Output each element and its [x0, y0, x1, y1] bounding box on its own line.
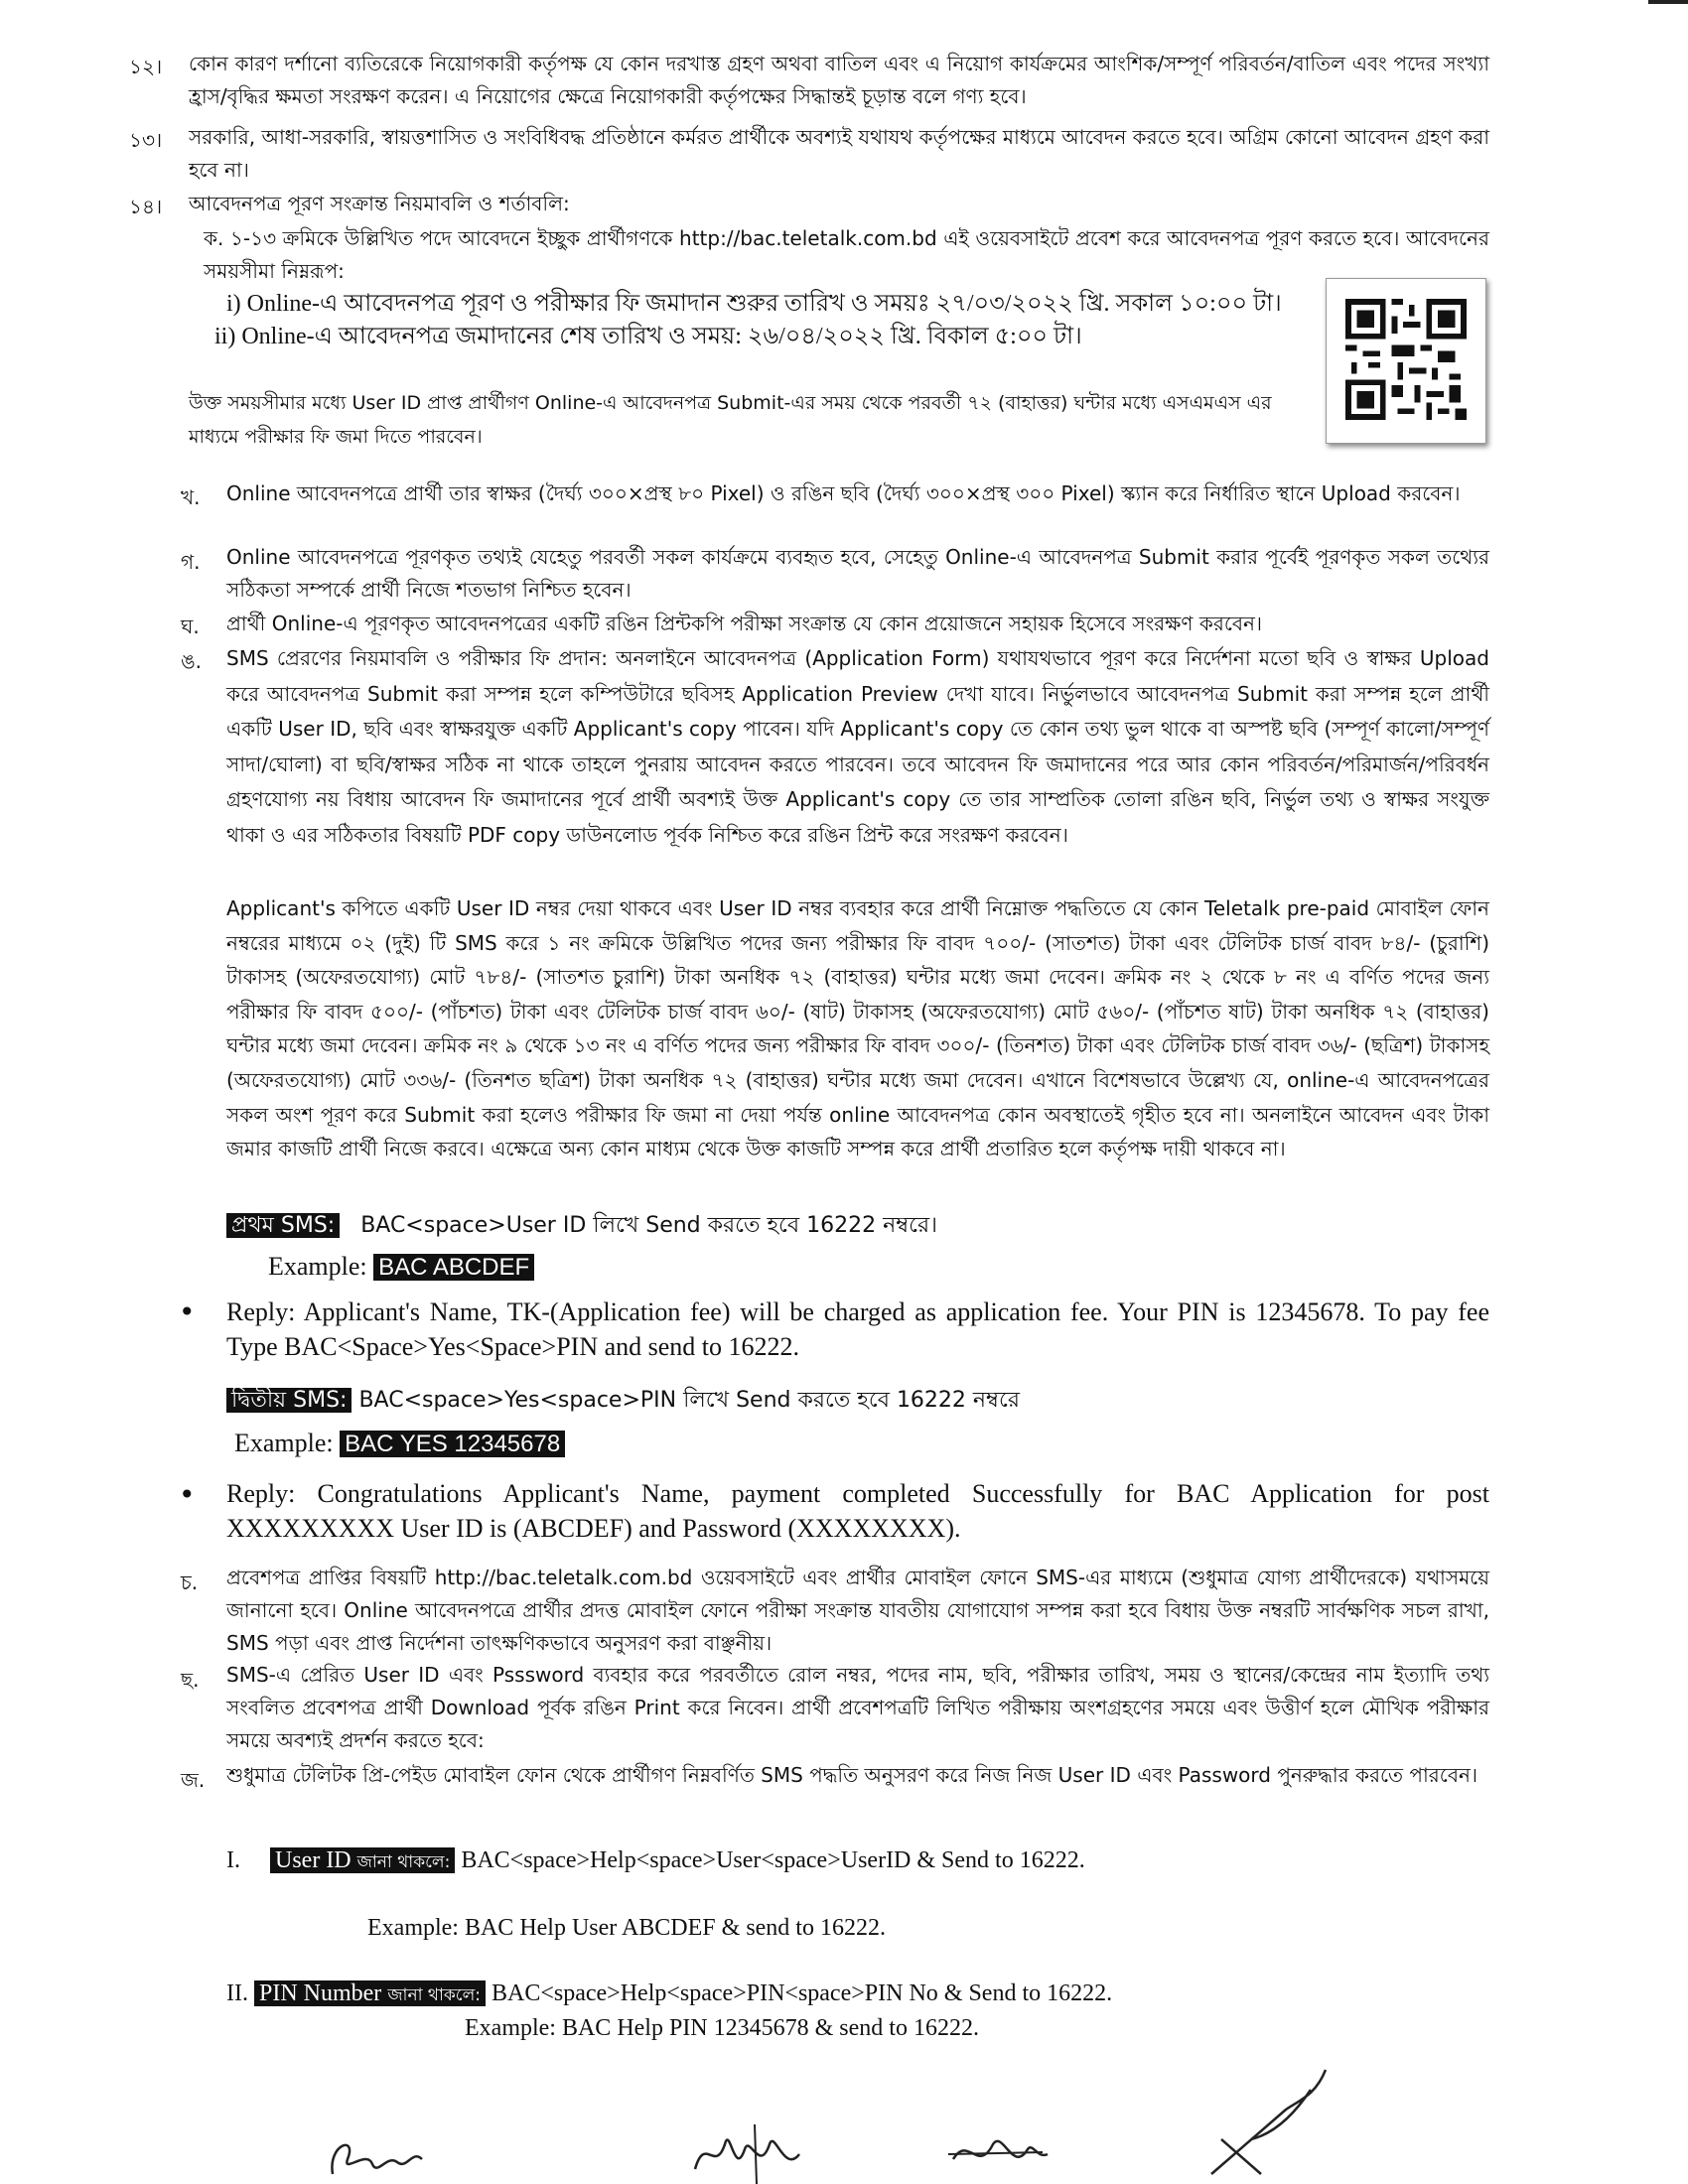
recover-pin-line — [226, 1978, 1507, 2012]
item-chha-number: ছ. — [181, 1668, 200, 1692]
scan-edge-mark — [1648, 0, 1688, 4]
item-ka-text: ক. ১-১৩ ক্রমিকে উল্লিখিত পদে আবেদনে ইচ্ছুক প্রার্থীগণকে http://bac.teletalk.com.bd এই ওয়েবসাইটে প্রবেশ করে আবেদনপত্র পূরণ করতে হবে। আবেদনের সময়সীমা নিম্নরূপ: — [204, 226, 1489, 283]
fee-payment-paragraph: Applicant's কপিতে একটি User ID নম্বর দেয়া থাকবে এবং User ID নম্বর ব্যবহার করে প্রার্থী নিম্নোক্ত পদ্ধতিতে যে কোন Teletalk pre-paid মোবাইল ফোন নম্বরের মাধ্যমে ০২ (দুই) টি SMS করে ১ নং ক্রমিকে উল্লিখিত পদের জন্য পরীক্ষার ফি বাবদ ৭০০/- (সাতশত) টাকা এবং টেলিটক চার্জ বাবদ ৮৪/- (চুরাশি) টাকাসহ (অফেরতযোগ্য) মোট ৭৮৪/- (সাতশত চুরাশি) টাকা অনধিক ৭২ (বাহাত্তর) ঘন্টার মধ্যে জমা দেবেন। ক্রমিক নং ২ থেকে ৮ নং এ বর্ণিত পদের জন্য পরীক্ষার ফি বাবদ ৫০০/- (পাঁচশত) টাকা এবং টেলিটক চার্জ বাবদ ৬০/- (ষাট) টাকাসহ (অফেরতযোগ্য) মোট ৫৬০/- (পাঁচশত ষাট) টাকা অনধিক ৭২ (বাহাত্তর) ঘন্টার মধ্যে জমা দেবেন। ক্রমিক নং ৯ থেকে ১৩ নং এ বর্ণিত পদের জন্য পরীক্ষার ফি বাবদ ৩০০/- (তিনশত) টাকা এবং টেলিটক চার্জ বাবদ ৩৬/- (ছত্রিশ) টাকাসহ (অফেরতযোগ্য) মোট ৩৩৬/- (তিনশত ছত্রিশ) টাকা অনধিক ৭২ (বাহাত্তর) ঘন্টার মধ্যে জমা দেবেন। এখানে বিশেষভাবে উল্লেখ্য যে, online-এ আবেদনপত্রের সকল অংশ পূরণ করে Submit করা হলেও পরীক্ষার ফি জমা না দেয়া পর্যন্ত online আবেদনপত্র কোন অবস্থাতেই গৃহীত হবে না। অনলাইনে আবেদন এবং টাকা জমার কাজটি প্রার্থী নিজে করবে। এক্ষেত্রে অন্য কোন মাধ্যম থেকে উক্ত কাজটি সম্পন্ন করে প্রার্থী প্রতারিত হলে কর্তৃপক্ষ দায়ী থাকবে না। — [226, 896, 1489, 1161]
recover-user-id-command: BAC<space>Help<space>User<space>UserID & Send to 16222. — [461, 1847, 1085, 1873]
signature-2 — [685, 2105, 814, 2184]
clause-12-text: কোন কারণ দর্শানো ব্যতিরেকে নিয়োগকারী কর্তৃপক্ষ যে কোন দরখাস্ত গ্রহণ অথবা বাতিল এবং এ নিয়োগ কার্যক্রমের আংশিক/সম্পূর্ণ পরিবর্তন/বাতিল এবং পদের সংখ্যা হ্রাস/বৃদ্ধির ক্ষমতা সংরক্ষণ করেন। এ নিয়োগের ক্ষেত্রে নিয়োগকারী কর্তৃপক্ষের সিদ্ধান্তই চূড়ান্ত বলে গণ্য হবে। — [189, 52, 1489, 108]
recover-user-id-label-text: User ID — [275, 1847, 352, 1873]
item-ga-number: গ. — [181, 550, 201, 574]
sms-fee-window-note: উক্ত সময়সীমার মধ্যে User ID প্রাপ্ত প্রার্থীগণ Online-এ আবেদনপত্র Submit-এর সময় থেকে পরবর্তী ৭২ (বাহাত্তর) ঘন্টার মধ্যে এসএমএস এর মাধ্যমে পরীক্ষার ফি জমা দিতে পারবেন। — [189, 392, 1272, 448]
recover-user-id-line — [226, 1844, 1489, 1879]
second-sms-example — [234, 1427, 565, 1460]
recover-pin-example: Example: BAC Help PIN 12345678 & send to 16222. — [465, 2015, 979, 2041]
item-ja-text: শুধুমাত্র টেলিটক প্রি-পেইড মোবাইল ফোন থেকে প্রার্থীগণ নিম্নবর্ণিত SMS পদ্ধতি অনুসরণ করে নিজ নিজ User ID এবং Password পুনরুদ্ধার করতে পারবেন। — [226, 1763, 1478, 1787]
first-sms-instruction: BAC<space>User ID লিখে Send করতে হবে 16222 নম্বরে। — [360, 1213, 937, 1238]
item-kha-text: Online আবেদনপত্রে প্রার্থী তার স্বাক্ষর (দৈর্ঘ্য ৩০০×প্রস্থ ৮০ Pixel) ও রঙিন ছবি (দৈর্ঘ্য ৩০০×প্রস্থ ৩০০ Pixel) স্ক্যান করে নির্ধারিত স্থানে Upload করবেন। — [226, 481, 1461, 505]
clause-13-text: সরকারি, আধা-সরকারি, স্বায়ত্তশাসিত ও সংবিধিবদ্ধ প্রতিষ্ঠানে কর্মরত প্রার্থীকে অবশ্যই যথাযথ কর্তৃপক্ষের মাধ্যমে আবেদন করতে হবে। অগ্রিম কোনো আবেদন গ্রহণ করা হবে না। — [189, 125, 1489, 182]
item-ja-number: জ. — [181, 1768, 206, 1792]
second-sms-example-value: BAC YES 12345678 — [340, 1431, 565, 1457]
deadline-end: ii) Online-এ আবেদনপত্র জমাদানের শেষ তারিখ ও সময়: ২৬/০৪/২০২২ খ্রি. বিকাল ৫:০০ টা। — [214, 324, 1082, 349]
qr-code-icon — [1345, 299, 1467, 420]
item-gha-number: ঘ. — [181, 614, 200, 638]
first-sms-example — [268, 1250, 534, 1284]
recover-pin-label — [254, 1980, 486, 2006]
second-sms-label: দ্বিতীয় SMS: — [226, 1388, 352, 1413]
signature-3 — [943, 2105, 1053, 2184]
recover-pin-label-bn: জানা থাকলে: — [387, 1985, 481, 2005]
clause-number-14: ১৪। — [129, 195, 163, 218]
item-cha-number: চ. — [181, 1570, 199, 1594]
item-chha-text: SMS-এ প্রেরিত User ID এবং Psssword ব্যবহার করে পরবর্তীতে রোল নম্বর, পদের নাম, ছবি, পরীক্ষার তারিখ, সময় ও স্থানের/কেন্দ্রের নাম ইত্যাদি তথ্য সংবলিত প্রবেশপত্র প্রার্থী Download পূর্বক রঙিন Print করে নিবেন। প্রার্থী প্রবেশপত্রটি লিখিত পরীক্ষায় অংশগ্রহণের সময়ে এবং উত্তীর্ণ হলে মৌখিক পরীক্ষার সময়ে অবশ্যই প্রদর্শন করতে হবে: — [226, 1663, 1489, 1752]
recover-user-id-label-bn: জানা থাকলে: — [356, 1852, 451, 1872]
bullet-icon: • — [179, 1478, 196, 1511]
first-sms-line — [226, 1209, 1489, 1242]
item-ga-text: Online আবেদনপত্রে পূরণকৃত তথ্যই যেহেতু পরবর্তী সকল কার্যক্রমে ব্যবহৃত হবে, সেহেতু Online-এ আবেদনপত্র Submit করার পূর্বেই পূরণকৃত সকল তথ্যের সঠিকতা সম্পর্কে প্রার্থী নিজে শতভাগ নিশ্চিত হবেন। — [226, 545, 1489, 602]
signature-4 — [1192, 2060, 1331, 2184]
signature-1 — [318, 2105, 437, 2184]
deadline-start: i) Online-এ আবেদনপত্র পূরণ ও পরীক্ষার ফি জমাদান শুরুর তারিখ ও সময়ঃ ২৭/০৩/২০২২ খ্রি. সকাল ১০:০০ টা। — [226, 291, 1282, 317]
first-sms-example-label: Example: — [268, 1252, 367, 1281]
second-sms-instruction: BAC<space>Yes<space>PIN লিখে Send করতে হবে 16222 নম্বরে — [358, 1388, 1020, 1413]
clause-14-text: আবেদনপত্র পূরণ সংক্রান্ত নিয়মাবলি ও শর্তাবলি: — [189, 192, 570, 215]
second-sms-example-label: Example: — [234, 1429, 334, 1457]
first-sms-example-value: BAC ABCDEF — [373, 1254, 534, 1281]
first-sms-label: প্রথম SMS: — [226, 1213, 340, 1238]
qr-code — [1326, 278, 1486, 444]
recover-pin-label-text: PIN Number — [258, 1980, 382, 2006]
recover-pin-number: II. — [226, 1980, 248, 2006]
item-umo-number: ঙ. — [181, 649, 203, 673]
first-sms-reply: Reply: Applicant's Name, TK-(Application fee) will be charged as application fee. Your PIN is 12345678. To pay fee Type BAC<Space>Yes<Space>PIN and send to 16222. — [226, 1297, 1489, 1361]
item-kha-number: খ. — [181, 485, 201, 509]
second-sms-line — [226, 1384, 1489, 1417]
recover-user-id-label — [270, 1847, 455, 1873]
second-sms-reply: Reply: Congratulations Applicant's Name, payment completed Successfully for BAC Application for post XXXXXXXXX User ID is (ABCDEF) and Password (XXXXXXXX). — [226, 1479, 1489, 1543]
clause-number-13: ১৩। — [129, 128, 163, 152]
bullet-icon: • — [179, 1296, 196, 1328]
clause-number-12: ১২। — [129, 55, 163, 78]
recover-user-id-example: Example: BAC Help User ABCDEF & send to 16222. — [367, 1915, 886, 1941]
item-umo-text: SMS প্রেরণের নিয়মাবলি ও পরীক্ষার ফি প্রদান: অনলাইনে আবেদনপত্র (Application Form) যথাযথভাবে পূরণ করে নির্দেশনা মতো ছবি ও স্বাক্ষর Upload করে আবেদনপত্র Submit করা সম্পন্ন হলে কম্পিউটারে ছবিসহ Application Preview দেখা যাবে। নির্ভুলভাবে আবেদনপত্র Submit করা সম্পন্ন হলে প্রার্থী একটি User ID, ছবি এবং স্বাক্ষরযুক্ত একটি Applicant's copy পাবেন। যদি Applicant's copy তে কোন তথ্য ভুল থাকে বা অস্পষ্ট ছবি (সম্পূর্ণ কালো/সম্পূর্ণ সাদা/ঘোলা) বা ছবি/স্বাক্ষর সঠিক না থাকে তাহলে পুনরায় আবেদন করতে পারবেন। তবে আবেদন ফি জমাদানের পরে আর কোন পরিবর্তন/পরিমার্জন/পরিবর্ধন গ্রহণযোগ্য নয় বিধায় আবেদন ফি জমাদানের পূর্বে প্রার্থী অবশ্যই উক্ত Applicant's copy তে তার সাম্প্রতিক তোলা রঙিন ছবি, নির্ভুল তথ্য ও স্বাক্ষর সংযুক্ত থাকা ও এর সঠিকতার বিষয়টি PDF copy ডাউনলোড পূর্বক নিশ্চিত করে রঙিন প্রিন্ট করে সংরক্ষণ করবেন। — [226, 646, 1489, 847]
item-gha-text: প্রার্থী Online-এ পূরণকৃত আবেদনপত্রের একটি রঙিন প্রিন্টকপি পরীক্ষা সংক্রান্ত যে কোন প্রয়োজনে সহায়ক হিসেবে সংরক্ষণ করবেন। — [226, 612, 1263, 635]
recover-user-id-number: I. — [226, 1847, 240, 1873]
item-cha-text: প্রবেশপত্র প্রাপ্তির বিষয়টি http://bac.teletalk.com.bd ওয়েবসাইটে এবং প্রার্থীর মোবাইল ফোনে SMS-এর মাধ্যমে (শুধুমাত্র যোগ্য প্রার্থীদেরকে) যথাসময়ে জানানো হবে। Online আবেদনপত্রে প্রার্থীর প্রদত্ত মোবাইল ফোনে পরীক্ষা সংক্রান্ত যাবতীয় যোগাযোগ সম্পন্ন করা হবে বিধায় উক্ত নম্বরটি সার্বক্ষণিক সচল রাখা, SMS পড়া এবং প্রাপ্ত নির্দেশনা তাৎক্ষণিকভাবে অনুসরণ করা বাঞ্ছনীয়। — [226, 1566, 1489, 1655]
recover-pin-command: BAC<space>Help<space>PIN<space>PIN No & Send to 16222. — [492, 1980, 1113, 2006]
